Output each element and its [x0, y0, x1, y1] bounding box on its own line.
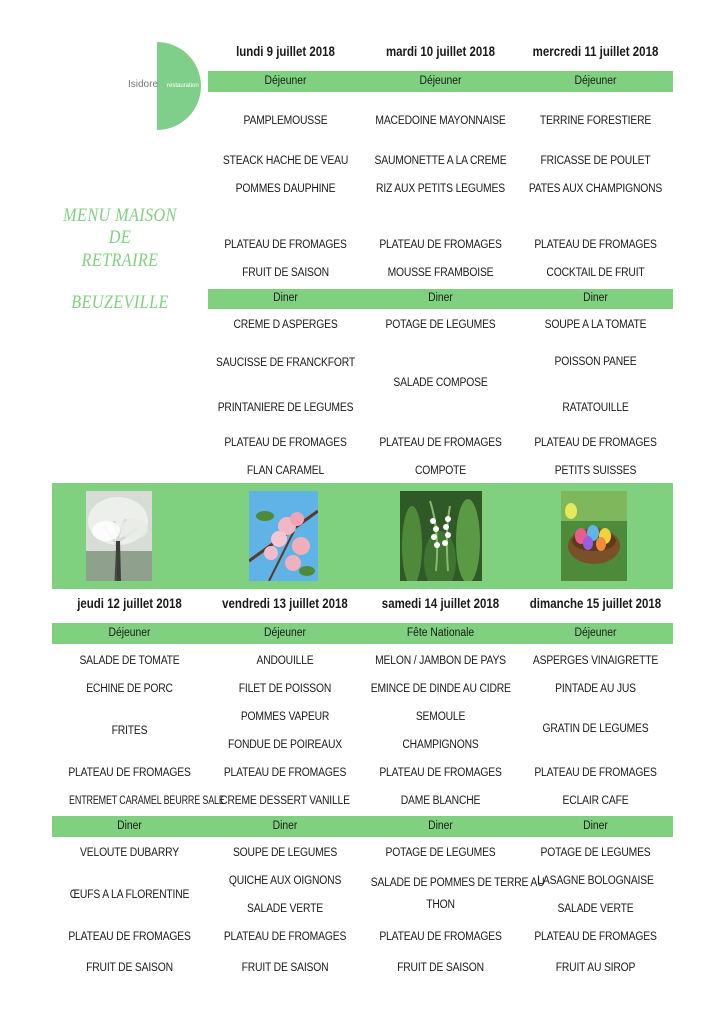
- monday-lunch-cheese: PLATEAU DE FROMAGES: [224, 239, 347, 251]
- monday-dinner-starter: CREME D ASPERGES: [233, 319, 338, 331]
- sunday-lunch-starter: ASPERGES VINAIGRETTE: [532, 655, 659, 667]
- wednesday-dinner-starter: SOUPE A LA TOMATE: [544, 319, 647, 331]
- tuesday-lunch-main: SAUMONETTE A LA CREME: [374, 155, 507, 167]
- day-header-friday: vendredi 13 juillet 2018: [222, 596, 348, 611]
- sunday-lunch-main: PINTADE AU JUS: [555, 683, 636, 695]
- friday-dinner-label: Diner: [272, 820, 298, 832]
- friday-lunch-cheese: PLATEAU DE FROMAGES: [223, 767, 347, 779]
- saturday-lunch-main: EMINCE DE DINDE AU CIDRE: [370, 683, 511, 695]
- menu-title-line-2: RETRAIRE: [81, 250, 159, 271]
- sunday-dinner-main: LASAGNE BOLOGNAISE: [537, 875, 654, 887]
- thursday-dinner-label: Diner: [117, 820, 142, 832]
- thursday-lunch-main: ECHINE DE PORC: [86, 683, 173, 695]
- thursday-dinner-main: ŒUFS A LA FLORENTINE: [69, 889, 190, 901]
- thursday-lunch-side: FRITES: [111, 725, 148, 737]
- friday-lunch-side-2: FONDUE DE POIREAUX: [227, 739, 343, 751]
- monday-dinner-main: SAUCISSE DE FRANCKFORT: [215, 357, 356, 369]
- wednesday-dinner-side: RATATOUILLE: [562, 402, 629, 414]
- saturday-lunch-side-2: CHAMPIGNONS: [402, 739, 479, 751]
- sunday-lunch-cheese: PLATEAU DE FROMAGES: [534, 767, 657, 779]
- menu-title-line-1: MENU MAISON DE: [63, 205, 177, 248]
- monday-lunch-dessert: FRUIT DE SAISON: [242, 267, 329, 279]
- sunday-dinner-label: Diner: [583, 820, 608, 832]
- sunday-dinner-side: SALADE VERTE: [557, 903, 634, 915]
- thursday-lunch-label: Déjeuner: [108, 627, 151, 639]
- monday-dinner-side: PRINTANIERE DE LEGUMES: [217, 402, 354, 414]
- wednesday-dinner-dessert: PETITS SUISSES: [554, 465, 637, 477]
- easter-eggs-photo: [561, 491, 627, 581]
- tuesday-dinner-cheese: PLATEAU DE FROMAGES: [379, 437, 502, 449]
- tuesday-lunch-label: Déjeuner: [419, 75, 462, 87]
- wednesday-lunch-cheese: PLATEAU DE FROMAGES: [534, 239, 657, 251]
- thursday-dinner-starter: VELOUTE DUBARRY: [80, 847, 179, 859]
- sunday-dinner-dessert: FRUIT AU SIROP: [555, 962, 636, 974]
- tuesday-dinner-label: Diner: [428, 292, 453, 304]
- monday-lunch-label: Déjeuner: [264, 75, 307, 87]
- saturday-lunch-dessert: DAME BLANCHE: [400, 795, 481, 807]
- saturday-lunch-starter: MELON / JAMBON DE PAYS: [375, 655, 506, 667]
- friday-lunch-main: FILET DE POISSON: [238, 683, 332, 695]
- friday-dinner-starter: SOUPE DE LEGUMES: [232, 847, 338, 859]
- monday-lunch-main: STEACK HACHE DE VEAU: [222, 155, 349, 167]
- sunday-lunch-dessert: ECLAIR CAFE: [562, 795, 629, 807]
- monday-lunch-starter: PAMPLEMOUSSE: [243, 115, 328, 127]
- saturday-lunch-side-1: SEMOULE: [415, 711, 466, 723]
- thursday-lunch-dessert: ENTREMET CARAMEL BEURRE SALE: [69, 795, 225, 807]
- day-header-monday: lundi 9 juillet 2018: [236, 44, 335, 59]
- saturday-dinner-main-line-1: SALADE DE POMMES DE TERRE AU: [370, 877, 545, 889]
- wednesday-lunch-side: PATES AUX CHAMPIGNONS: [528, 183, 663, 195]
- wednesday-lunch-label: Déjeuner: [574, 75, 617, 87]
- monday-dinner-dessert: FLAN CARAMEL: [246, 465, 325, 477]
- friday-lunch-label: Déjeuner: [263, 627, 306, 639]
- wednesday-dinner-main: POISSON PANEE: [554, 356, 637, 368]
- friday-dinner-cheese: PLATEAU DE FROMAGES: [223, 931, 347, 943]
- sunday-dinner-cheese: PLATEAU DE FROMAGES: [534, 931, 657, 943]
- logo-brand: Isidore: [128, 79, 159, 90]
- sunday-lunch-label: Déjeuner: [574, 627, 617, 639]
- friday-lunch-dessert: CREME DESSERT VANILLE: [220, 795, 350, 807]
- tuesday-lunch-side: RIZ AUX PETITS LEGUMES: [376, 183, 505, 195]
- sunday-lunch-side: GRATIN DE LEGUMES: [542, 723, 649, 735]
- snowy-tree-photo: [86, 491, 152, 581]
- day-header-tuesday: mardi 10 juillet 2018: [385, 44, 496, 59]
- saturday-lunch-label: Fête Nationale: [406, 627, 475, 639]
- pink-blossom-photo: [249, 491, 318, 581]
- wednesday-lunch-starter: TERRINE FORESTIERE: [539, 115, 652, 127]
- thursday-lunch-starter: SALADE DE TOMATE: [79, 655, 180, 667]
- lily-of-the-valley-photo: [400, 491, 482, 581]
- friday-dinner-side: SALADE VERTE: [247, 903, 323, 915]
- thursday-dinner-cheese: PLATEAU DE FROMAGES: [68, 931, 191, 943]
- tuesday-lunch-cheese: PLATEAU DE FROMAGES: [379, 239, 502, 251]
- day-header-wednesday: mercredi 11 juillet 2018: [532, 44, 659, 59]
- wednesday-dinner-cheese: PLATEAU DE FROMAGES: [534, 437, 657, 449]
- day-header-sunday: dimanche 15 juillet 2018: [529, 596, 662, 611]
- monday-dinner-cheese: PLATEAU DE FROMAGES: [224, 437, 347, 449]
- wednesday-lunch-dessert: COCKTAIL DE FRUIT: [546, 267, 645, 279]
- thursday-lunch-cheese: PLATEAU DE FROMAGES: [68, 767, 191, 779]
- tuesday-dinner-starter: POTAGE DE LEGUMES: [385, 319, 496, 331]
- tuesday-lunch-starter: MACEDOINE MAYONNAISE: [375, 115, 506, 127]
- tuesday-dinner-dessert: COMPOTE: [414, 465, 467, 477]
- menu-title-line-3: BEUZEVILLE: [71, 292, 169, 313]
- monday-dinner-label: Diner: [273, 292, 298, 304]
- monday-lunch-side: POMMES DAUPHINE: [235, 183, 336, 195]
- saturday-lunch-cheese: PLATEAU DE FROMAGES: [379, 767, 502, 779]
- tuesday-dinner-main: SALADE COMPOSE: [393, 377, 488, 389]
- day-header-saturday: samedi 14 juillet 2018: [381, 596, 500, 611]
- saturday-dinner-label: Diner: [428, 820, 453, 832]
- saturday-dinner-cheese: PLATEAU DE FROMAGES: [379, 931, 502, 943]
- saturday-dinner-main-line-2: THON: [426, 899, 455, 911]
- wednesday-dinner-label: Diner: [583, 292, 608, 304]
- wednesday-lunch-main: FRICASSE DE POULET: [540, 155, 651, 167]
- saturday-dinner-dessert: FRUIT DE SAISON: [397, 962, 484, 974]
- day-header-thursday: jeudi 12 juillet 2018: [77, 596, 182, 611]
- friday-dinner-dessert: FRUIT DE SAISON: [241, 962, 329, 974]
- friday-lunch-starter: ANDOUILLE: [256, 655, 314, 667]
- thursday-dinner-dessert: FRUIT DE SAISON: [86, 962, 173, 974]
- saturday-dinner-starter: POTAGE DE LEGUMES: [385, 847, 496, 859]
- sunday-dinner-starter: POTAGE DE LEGUMES: [540, 847, 651, 859]
- tuesday-lunch-dessert: MOUSSE FRAMBOISE: [387, 267, 494, 279]
- friday-lunch-side-1: POMMES VAPEUR: [240, 711, 330, 723]
- logo-sub: restauration: [167, 83, 199, 89]
- friday-dinner-main: QUICHE AUX OIGNONS: [228, 875, 342, 887]
